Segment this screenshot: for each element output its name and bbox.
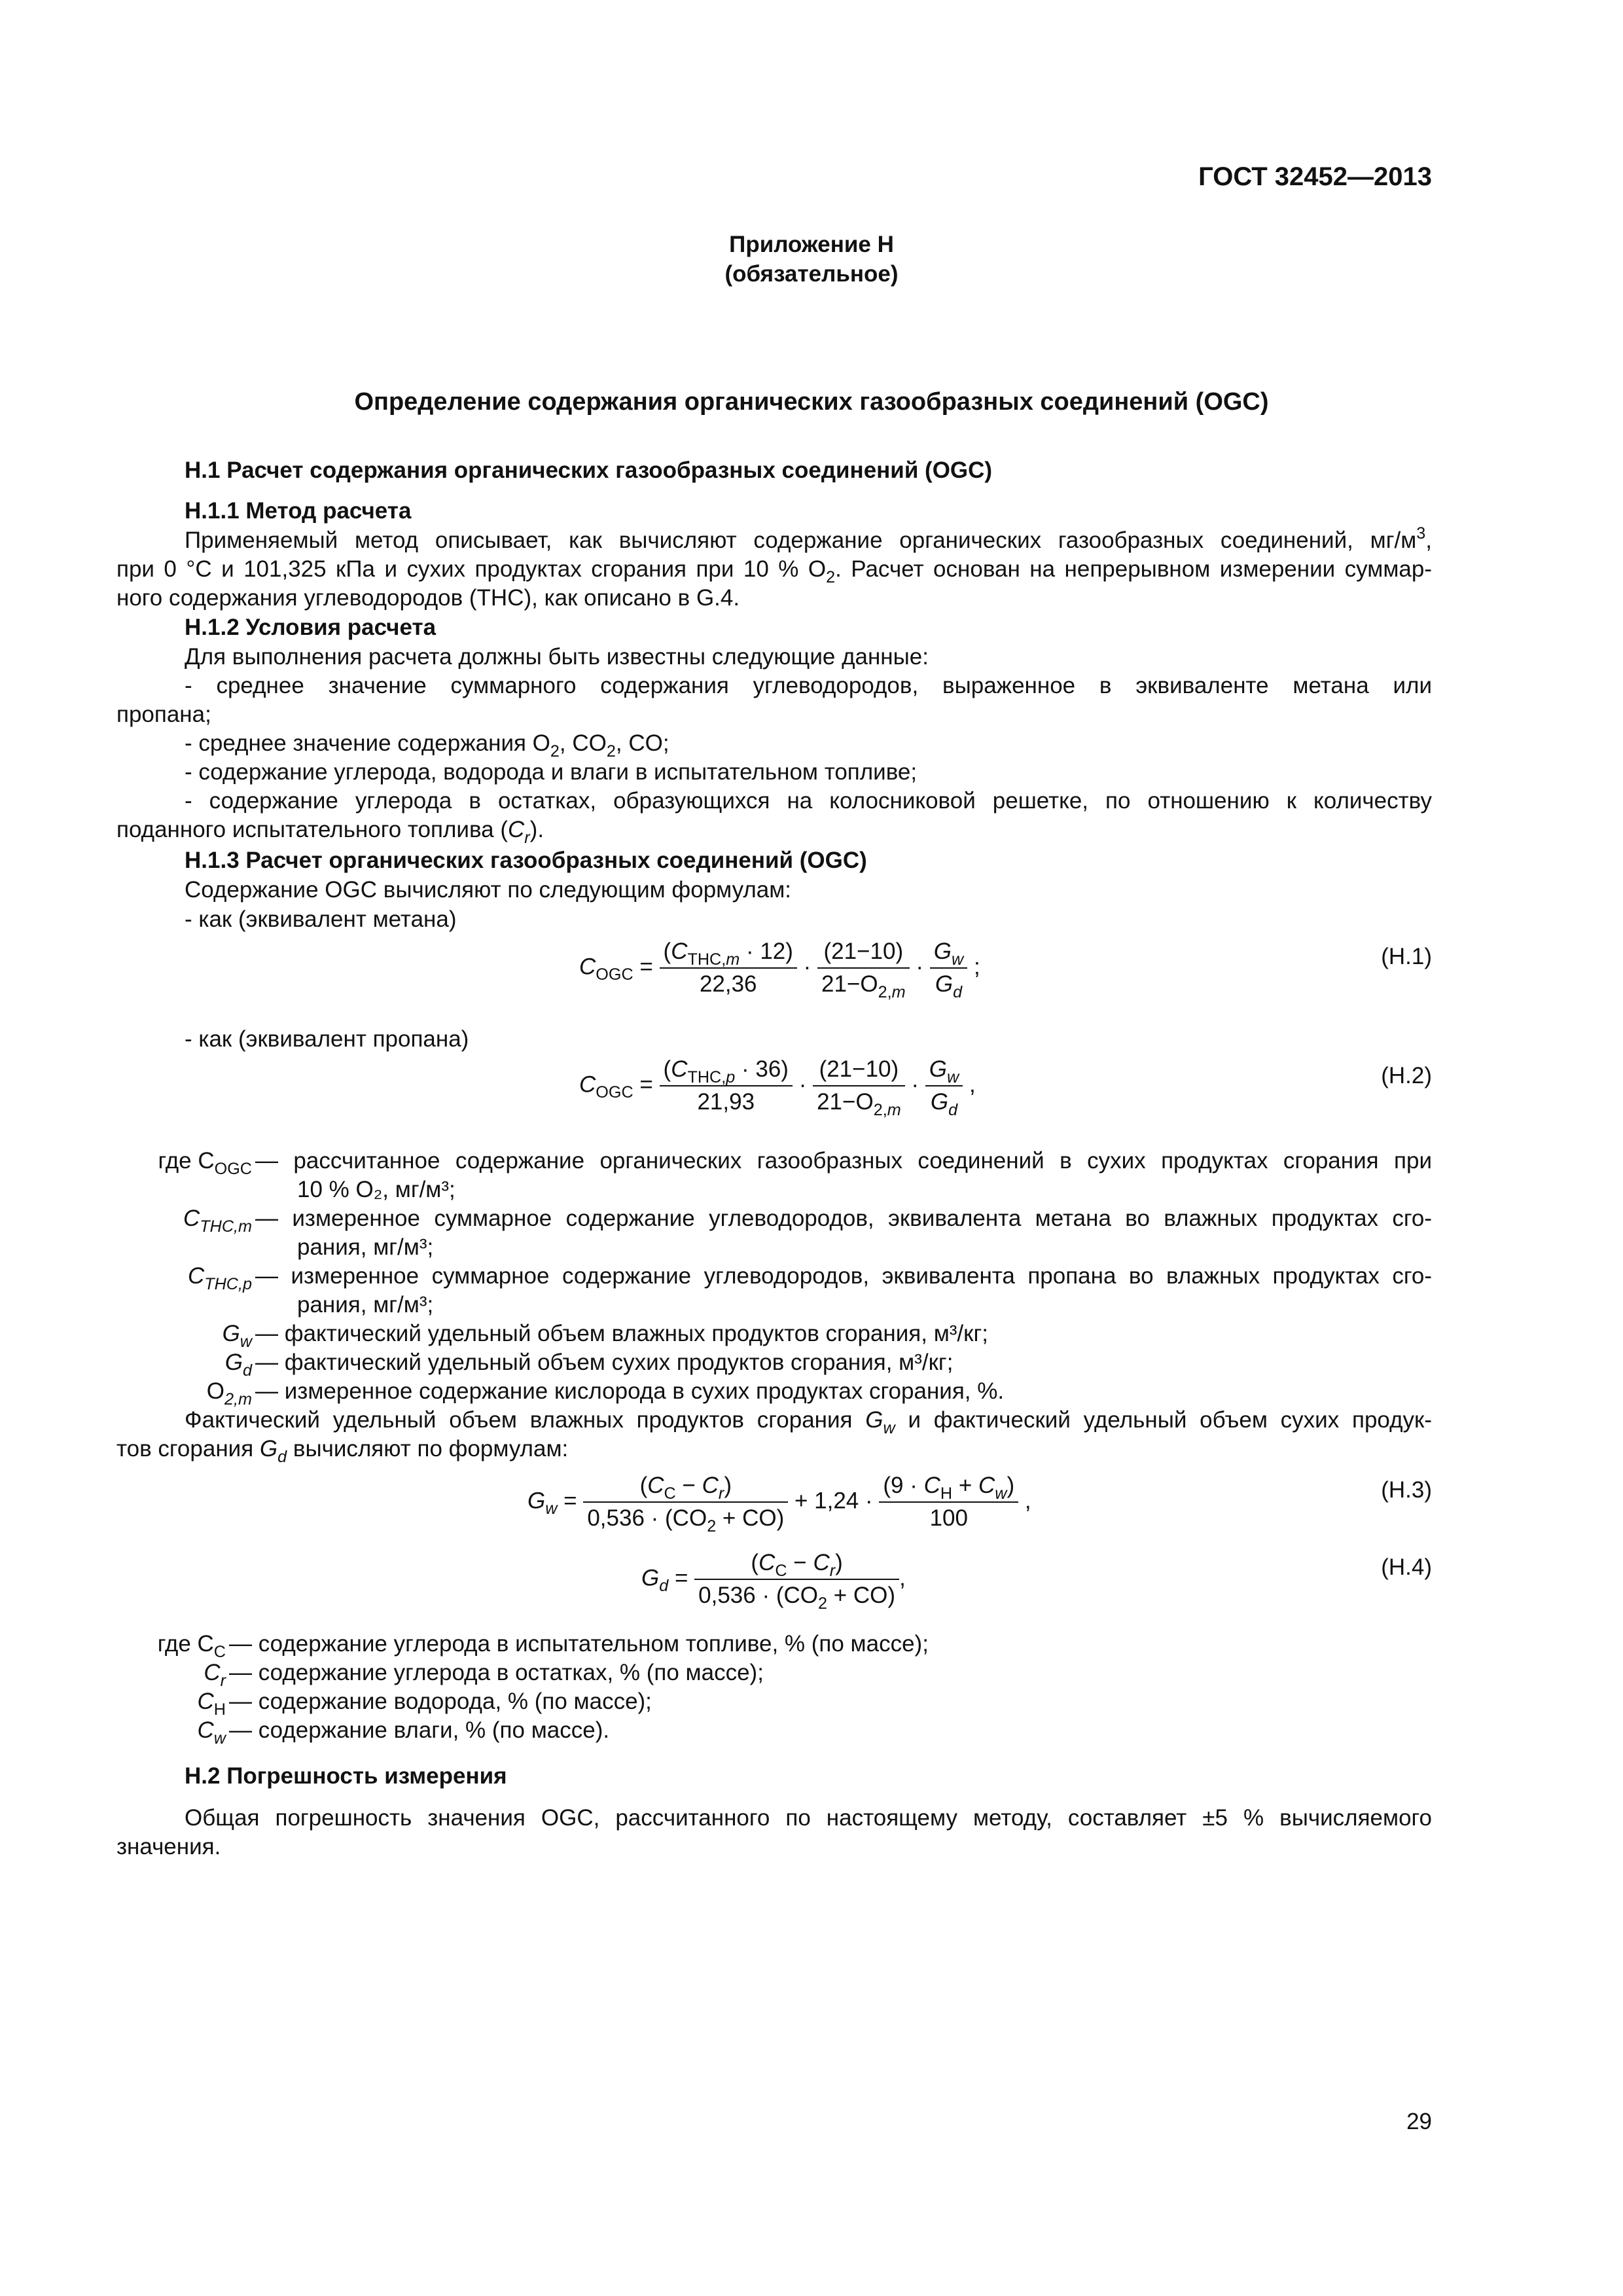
def-cw-line1: — содержание влаги, % (по массе). xyxy=(229,1717,610,1743)
h12-item3: - содержание углерода, водорода и влаги в испытательном топливе; xyxy=(185,759,918,785)
document-id: ГОСТ 32452—2013 xyxy=(1198,162,1432,191)
appendix-status: (обязательное) xyxy=(724,261,899,287)
formula-h3: $G_w$ = $\frac{(C_C - C_r)}{0,536 \cdot (CO_2 + CO)}$ + 1,24 · $\frac{(9 \cdot C_H + C_w)}{100}$ , xyxy=(527,1473,1031,1535)
main-title: Определение содержания органических газообразных соединений (OGC) xyxy=(354,388,1269,416)
eq-number-h1: (Н.1) xyxy=(1381,944,1432,969)
h13-methane-label: - как (эквивалент метана) xyxy=(185,906,457,932)
gw-intro-2a: тов сгорания xyxy=(116,1436,260,1462)
h12-item4a: - содержание углерода в остатках, образующихся на колосниковой решетке, по отношению к количеству xyxy=(185,788,1432,814)
def-ch-line1: — содержание водорода, % (по массе); xyxy=(229,1689,652,1714)
h2-line2: значения. xyxy=(116,1834,221,1859)
eq-number-h2: (Н.2) xyxy=(1381,1063,1432,1088)
gw-intro-1a: Фактический удельный объем влажных продуктов сгорания xyxy=(185,1407,866,1433)
def-cc-line1: — содержание углерода в испытательном топливе, % (по массе); xyxy=(229,1631,929,1657)
h12-item1b: пропана; xyxy=(116,702,211,727)
h11-line2b: . Расчет основан на непрерывном измерении суммар- xyxy=(835,556,1432,582)
h11-line3: ного содержания углеводородов (THC), как описано в G.4. xyxy=(116,585,740,611)
h12-item2b: , CO xyxy=(559,730,607,756)
def-cogc-line1: — рассчитанное содержание органических газообразных соединений в сухих продуктах сгорания при xyxy=(255,1148,1432,1174)
definitions-2: где $C_C$ — содержание углерода в испытательном топливе, % (по массе); $C_r$ — содержание углерода в остатках, % (по массе); $C_H$ — содержание водорода, % (по массе); $C_w$ — содержание влаги, % (по массе). xyxy=(0,1630,1623,1754)
h12-item4b: поданного испытательного топлива ( xyxy=(116,817,508,842)
h11-line2a: при 0 °С и 101,325 кПа и сухих продуктах сгорания при 10 % O xyxy=(116,556,827,582)
definitions-1: где $C_{OGC}$ — рассчитанное содержание органических газообразных соединений в сухих продуктах сгорания при 10 % O₂, мг/м³; $C_{THC,m}$ — измеренное суммарное содержание углеводородов, эквивалента метана во влажных продуктах сго- рания, мг/м³; $C_{THC,p}$ — измеренное суммарное содержание углеводородов, эквивалента пропана во влажных продуктах сго- рания, мг/м³; $G_w$ — фактический удельный объем влажных продуктов сгорания, м³/кг; $G_d$ — фактический удельный объем сухих продуктов сгорания, м³/кг; $O_{2,m}$ — измеренное содержание кислорода в сухих продуктах сгорания, %. xyxy=(158,1148,1432,1408)
appendix-title: Приложение Н xyxy=(729,232,894,257)
def-cogc-line2: 10 % O₂, мг/м³; xyxy=(297,1177,455,1202)
gw-gd-intro: Фактический удельный объем влажных продуктов сгорания $G_w$ и фактический удельный объем сухих продук- тов сгорания $G_d$ вычисляют по формулам: xyxy=(116,1407,1432,1466)
def-cthcp-line1: — измеренное суммарное содержание углеводородов, эквивалента пропана во влажных продуктах сго- xyxy=(255,1263,1432,1289)
section-h11-heading: Н.1.1 Метод расчета xyxy=(185,498,412,524)
h12-item2c: , CO; xyxy=(615,730,669,756)
def-o2m-line1: — измеренное содержание кислорода в сухих продуктах сгорания, %. xyxy=(255,1378,1005,1404)
def-gd-line1: — фактический удельный объем сухих продуктов сгорания, м³/кг; xyxy=(255,1350,954,1375)
section-h13-heading: Н.1.3 Расчет органических газообразных соединений (OGC) xyxy=(185,848,867,873)
gw-intro-2b: вычисляют по формулам: xyxy=(287,1436,569,1462)
section-h12-heading: Н.1.2 Условия расчета xyxy=(185,615,437,640)
section-h11-text: Применяемый метод описывает, как вычисляют содержание органических газообразных соединений, $мг/м^3$, при 0 °С и 101,325 кПа и сухих продуктах сгорания при 10 % $O_2$. Расчет основан на непрерывном измерении суммар- ного содержания углеводородов (THC), как описано в G.4. xyxy=(116,526,1432,613)
def-gw-line1: — фактический удельный объем влажных продуктов сгорания, м³/кг; xyxy=(255,1321,988,1346)
formula-h1: $C_{OGC}$ = $\frac{(C_{THC,m} \cdot 12)}{22,36}$ · $\frac{(21-10)}{21-O_{2,m}}$ · $\frac{G_w}{G_d}$ ; xyxy=(579,939,980,1001)
h12-item4c: ). xyxy=(529,817,544,842)
h12-item2: - среднее значение содержания O xyxy=(185,730,550,756)
formula-h4: $G_d$ = $\frac{(C_C - C_r)}{0,536 \cdot (CO_2 + CO)}$ , xyxy=(641,1550,906,1613)
h13-intro: Содержание OGC вычисляют по следующим формулам: xyxy=(185,877,792,903)
def-cthcm-line2: рания, мг/м³; xyxy=(297,1234,434,1260)
def-cr-line1: — содержание углерода в остатках, % (по массе); xyxy=(229,1660,764,1685)
eq-number-h4: (Н.4) xyxy=(1381,1554,1432,1580)
page-number: 29 xyxy=(1406,2109,1432,2134)
eq-number-h3: (Н.3) xyxy=(1381,1477,1432,1503)
section-h2-text xyxy=(116,1804,1432,1861)
gw-intro-1b: и фактический удельный объем сухих продук- xyxy=(895,1407,1432,1433)
h13-propane-label: - как (эквивалент пропана) xyxy=(185,1026,469,1052)
def-cthcp-line2: рания, мг/м³; xyxy=(297,1292,434,1318)
h11-line1: Применяемый метод описывает, как вычисляют содержание органических газообразных соединений, мг/м xyxy=(185,528,1417,553)
h2-line1: Общая погрешность значения OGC, рассчитанного по настоящему методу, составляет ±5 % вычисляемого xyxy=(185,1805,1432,1831)
section-h12-text: Для выполнения расчета должны быть известны следующие данные: - среднее значение суммарного содержания углеводородов, выраженное в эквиваленте метана или пропана; - среднее значение содержания $O_2$, $CO_2$, CO; - содержание углерода, водорода и влаги в испытательном топливе; - содержание углерода в остатках, образующихся на колосниковой решетке, по отношению к количеству поданного испытательного топлива $(C_r)$. xyxy=(116,644,1432,847)
h12-item1a: - среднее значение суммарного содержания углеводородов, выраженное в эквиваленте метана или xyxy=(185,673,1432,698)
formula-h2: $C_{OGC}$ = $\frac{(C_{THC,p} \cdot 36)}{21,93}$ · $\frac{(21-10)}{21-O_{2,m}}$ · $\frac{G_w}{G_d}$ , xyxy=(579,1056,976,1119)
h12-intro: Для выполнения расчета должны быть известны следующие данные: xyxy=(185,644,929,670)
section-h2-heading: Н.2 Погрешность измерения xyxy=(185,1763,507,1789)
section-h1-heading: Н.1 Расчет содержания органических газообразных соединений (OGC) xyxy=(185,457,993,483)
def-cthcm-line1: — измеренное суммарное содержание углеводородов, эквивалента метана во влажных продуктах сго- xyxy=(255,1206,1432,1231)
